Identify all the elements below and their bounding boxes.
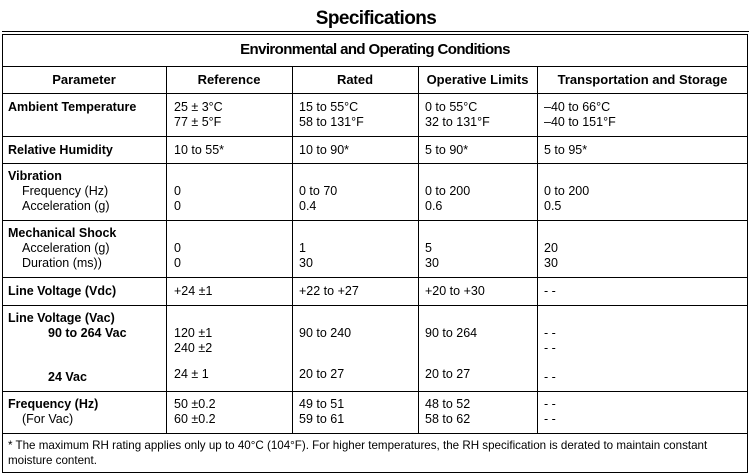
cell-operative-limits: 5 to 90* — [425, 143, 469, 157]
section-title: Environmental and Operating Conditions — [240, 41, 510, 58]
column-divider — [418, 66, 419, 433]
rule-row — [2, 305, 748, 306]
row-sublabel-acceleration: Acceleration (g) — [22, 199, 110, 213]
title-rule — [2, 31, 749, 32]
cell-transport-storage: - - — [544, 370, 556, 384]
row-label-mechanical-shock: Mechanical Shock — [8, 226, 117, 240]
cell-operative-limits: 0 to 55°C 32 to 131°F — [425, 100, 490, 129]
row-sublabel-for-vac: (For Vac) — [22, 412, 74, 426]
row-label-vibration: Vibration — [8, 169, 62, 183]
cell-rated: 20 to 27 — [299, 367, 345, 381]
rule-row — [2, 220, 748, 221]
cell-transport-storage: - - - - — [544, 326, 556, 355]
rule-row — [2, 163, 748, 164]
cell-rated: 49 to 51 59 to 61 — [299, 397, 345, 426]
cell-rated: 1 30 — [299, 241, 313, 270]
row-label-relative-humidity: Relative Humidity — [8, 143, 113, 157]
cell-transport-storage: –40 to 66°C –40 to 151°F — [544, 100, 616, 129]
page-title: Specifications — [315, 8, 437, 29]
cell-reference: 24 ± 1 — [174, 367, 209, 381]
cell-rated: 15 to 55°C 58 to 131°F — [299, 100, 364, 129]
cell-reference: +24 ±1 — [174, 284, 213, 298]
cell-reference: 0 0 — [174, 184, 181, 213]
cell-operative-limits: 5 30 — [425, 241, 439, 270]
column-divider — [292, 66, 293, 433]
cell-transport-storage: 20 30 — [544, 241, 558, 270]
row-sublabel-duration: Duration (ms)) — [22, 256, 102, 270]
rule-header-bottom — [2, 93, 748, 94]
column-header-operative-limits: Operative Limits — [426, 72, 529, 87]
cell-operative-limits: +20 to +30 — [425, 284, 485, 298]
row-label-line-voltage-vac: Line Voltage (Vac) — [8, 311, 115, 325]
cell-operative-limits: 48 to 52 58 to 62 — [425, 397, 471, 426]
row-label-line-voltage-vdc: Line Voltage (Vdc) — [8, 284, 117, 298]
cell-operative-limits: 90 to 264 — [425, 326, 478, 340]
column-header-transportation-storage: Transportation and Storage — [557, 72, 728, 87]
cell-rated: 90 to 240 — [299, 326, 352, 340]
column-header-parameter: Parameter — [52, 72, 116, 87]
row-label-frequency: Frequency (Hz) — [8, 397, 99, 411]
footnote: * The maximum RH rating applies only up to 40°C (104°F). For higher temperatures, the RH specification is derated to maintain constant moisture content. — [8, 439, 708, 467]
cell-operative-limits: 20 to 27 — [425, 367, 471, 381]
row-sublabel-frequency: Frequency (Hz) — [22, 184, 109, 198]
cell-reference: 0 0 — [174, 241, 181, 270]
rule-table-bottom — [2, 433, 748, 434]
rule-row — [2, 277, 748, 278]
row-sublabel-90-264-vac: 90 to 264 Vac — [48, 326, 127, 340]
cell-rated: 10 to 90* — [299, 143, 350, 157]
cell-transport-storage: 0 to 200 0.5 — [544, 184, 590, 213]
cell-reference: 120 ±1 240 ±2 — [174, 326, 213, 355]
cell-reference: 50 ±0.2 60 ±0.2 — [174, 397, 216, 426]
cell-operative-limits: 0 to 200 0.6 — [425, 184, 471, 213]
rule-row — [2, 391, 748, 392]
row-sublabel-acceleration: Acceleration (g) — [22, 241, 110, 255]
cell-reference: 10 to 55* — [174, 143, 225, 157]
rule-header-top — [2, 66, 748, 67]
rule-row — [2, 136, 748, 137]
cell-rated: +22 to +27 — [299, 284, 359, 298]
cell-reference: 25 ± 3°C 77 ± 5°F — [174, 100, 223, 129]
cell-transport-storage: - - — [544, 284, 556, 298]
row-label-ambient-temperature: Ambient Temperature — [8, 100, 137, 114]
cell-transport-storage: 5 to 95* — [544, 143, 588, 157]
column-header-reference: Reference — [197, 72, 261, 87]
cell-rated: 0 to 70 0.4 — [299, 184, 338, 213]
row-sublabel-24-vac: 24 Vac — [48, 370, 87, 384]
column-divider — [537, 66, 538, 433]
column-divider — [166, 66, 167, 433]
cell-transport-storage: - - - - — [544, 397, 556, 426]
column-header-rated: Rated — [336, 72, 374, 87]
